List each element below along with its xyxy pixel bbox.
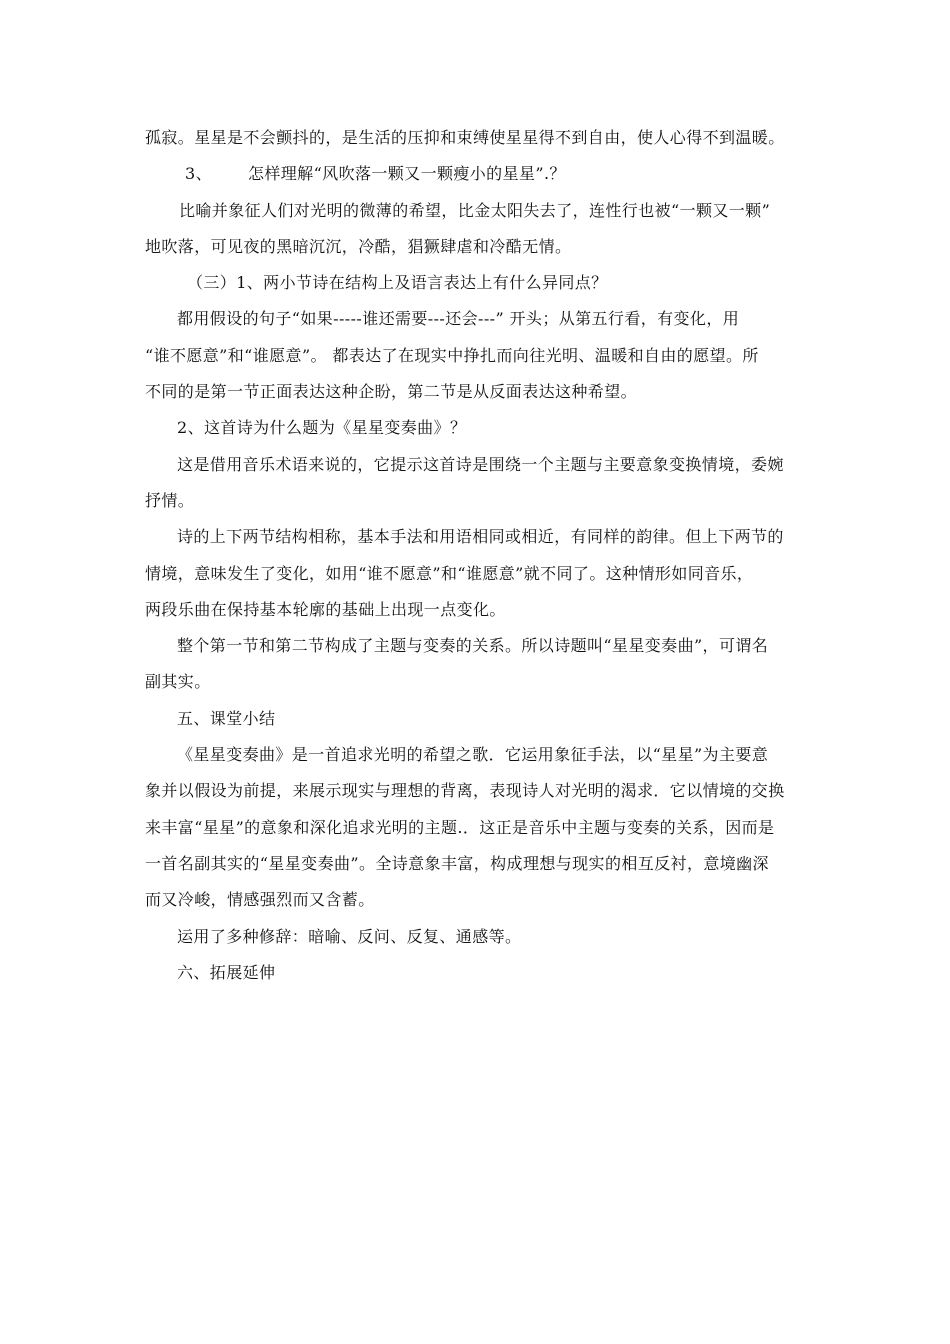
paragraph-line: 这是借用音乐术语来说的，它提示这首诗是围绕一个主题与主要意象变换情境，委婉	[177, 454, 784, 474]
section-heading-extension: 六、拓展延伸	[177, 962, 276, 982]
question-number: 3、	[185, 164, 212, 184]
question-3-heading	[145, 156, 805, 192]
paragraph-line: 一首名副其实的“星星变奏曲”。全诗意象丰富，构成理想与现实的相互反衬，意境幽深	[145, 853, 769, 873]
paragraph-line: 不同的是第一节正面表达这种企盼，第二节是从反面表达这种希望。	[145, 382, 638, 402]
section-heading: （三）1、两小节诗在结构上及语言表达上有什么异同点？	[187, 273, 608, 293]
paragraph-line: 而又冷峻，情感强烈而又含蓄。	[145, 890, 375, 910]
paragraph-line: “谁不愿意”和“谁愿意”。 都表达了在现实中挣扎而向往光明、温暖和自由的愿望。所	[145, 345, 759, 365]
paragraph-line: 情境，意味发生了变化，如用“谁不愿意”和“谁愿意”就不同了。这种情形如同音乐，	[145, 563, 754, 583]
paragraph-line: 地吹落，可见夜的黑暗沉沉，冷酷，猖獗肆虐和冷酷无情。	[145, 236, 572, 256]
question-heading: 2、这首诗为什么题为《星星变奏曲》？	[177, 418, 467, 438]
paragraph-line: 《星星变奏曲》是一首追求光明的希望之歌．它运用象征手法，以“星星”为主要意	[177, 745, 769, 765]
paragraph-line: 比喻并象征人们对光明的微薄的希望，比金太阳失去了，连性行也被“一颗又一颗”	[179, 200, 771, 220]
paragraph-line: 都用假设的句子“如果-----谁还需要---还会---” 开头；从第五行看，有变化，用	[177, 309, 740, 329]
paragraph-line: 运用了多种修辞：暗喻、反问、反复、通感等。	[177, 926, 522, 946]
paragraph-line: 来丰富“星星”的意象和深化追求光明的主题.．这正是音乐中主题与变奏的关系，因而是	[145, 817, 775, 837]
paragraph-line: 孤寂。星星是不会颤抖的，是生活的压抑和束缚使星星得不到自由，使人心得不到温暖。	[145, 128, 785, 147]
paragraph-line: 诗的上下两节结构相称，基本手法和用语相同或相近，有同样的韵律。但上下两节的	[177, 527, 784, 547]
paragraph-line: 象并以假设为前提，来展示现实与理想的背离，表现诗人对光明的渴求．它以情境的交换	[145, 781, 785, 801]
paragraph-line: 副其实。	[145, 672, 211, 692]
paragraph-line: 整个第一节和第二节构成了主题与变奏的关系。所以诗题叫“星星变奏曲”，可谓名	[177, 636, 769, 656]
paragraph-line: 两段乐曲在保持基本轮廓的基础上出现一点变化。	[145, 599, 506, 619]
question-text: 怎样理解“风吹落一颗又一颗瘦小的星星”.？	[247, 164, 566, 184]
document-body	[145, 120, 805, 991]
section-heading-summary: 五、课堂小结	[177, 708, 276, 728]
paragraph-line: 抒情。	[145, 490, 195, 510]
